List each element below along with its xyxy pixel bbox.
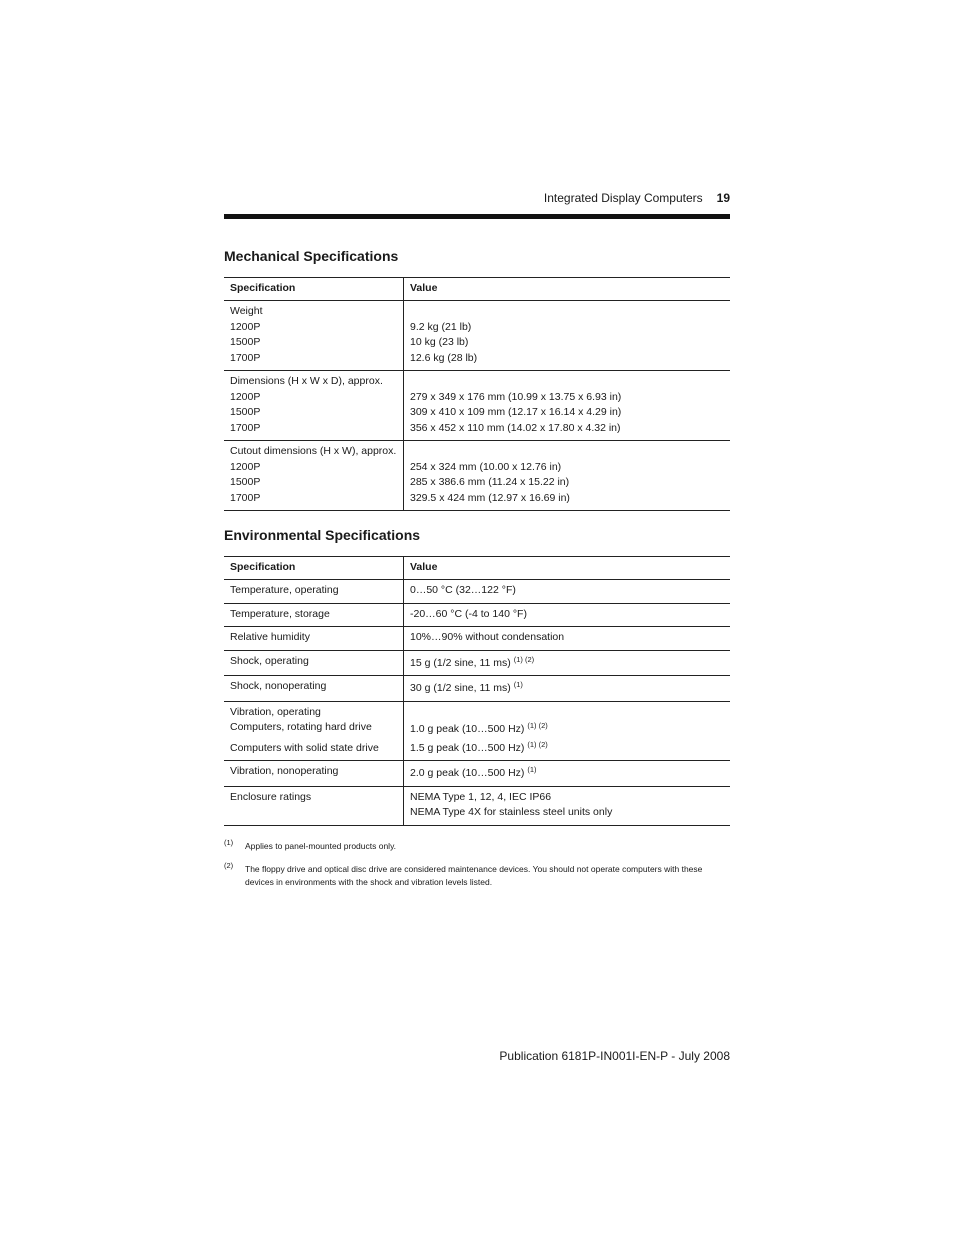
table-row <box>224 627 730 651</box>
footnotes <box>224 840 730 899</box>
table-row <box>224 301 730 371</box>
value-text: 356 x 452 x 110 mm (14.02 x 17.80 x 4.32 in) <box>410 421 621 434</box>
spec-label: 1200P <box>230 460 261 473</box>
footnote-text: Applies to panel-mounted products only. <box>245 841 397 851</box>
spec-label: Temperature, storage <box>224 603 404 627</box>
table-row <box>224 441 730 511</box>
value-text: NEMA Type 4X for stainless steel units only <box>410 806 613 818</box>
value-text: 279 x 349 x 176 mm (10.99 x 13.75 x 6.93 in) <box>410 390 622 403</box>
table-row <box>224 371 730 441</box>
mechanical-table <box>224 277 730 511</box>
header-rule <box>224 214 730 219</box>
table-row <box>224 580 730 604</box>
value-text: 1.5 g peak (10…500 Hz) <box>410 741 525 754</box>
spec-sublabel: Computers, rotating hard drive <box>230 721 372 733</box>
footnote-ref: (1) (2) <box>527 721 548 730</box>
value-cell <box>404 441 731 511</box>
running-header <box>224 191 730 211</box>
value-cell <box>404 371 731 441</box>
table-row <box>224 650 730 676</box>
value-text: 285 x 386.6 mm (11.24 x 15.22 in) <box>410 476 570 488</box>
value-text: 30 g (1/2 sine, 11 ms) <box>410 682 511 694</box>
value-cell <box>404 786 731 825</box>
spec-label: Vibration, operating <box>230 705 321 718</box>
header-title: Integrated Display Computers <box>543 191 703 205</box>
environmental-table <box>224 556 730 826</box>
spec-sublabel: Computers with solid state drive <box>230 741 379 754</box>
spec-label: Weight <box>230 305 263 317</box>
spec-cell <box>224 701 404 761</box>
spec-label: Dimensions (H x W x D), approx. <box>230 375 383 387</box>
value-text: 15 g (1/2 sine, 11 ms) <box>410 656 511 669</box>
publication-footer: Publication 6181P-IN001I-EN-P - July 2008 <box>499 1049 730 1063</box>
value-cell <box>404 650 731 676</box>
spec-label: Temperature, operating <box>224 580 404 604</box>
value-text: -20…60 °C (-4 to 140 °F) <box>404 603 731 627</box>
footnote <box>224 840 730 853</box>
value-text: 10%…90% without condensation <box>404 627 731 651</box>
footnote <box>224 863 730 889</box>
spec-label: 1500P <box>230 336 261 348</box>
spec-label: Shock, operating <box>224 650 404 676</box>
spec-label: 1200P <box>230 390 261 403</box>
value-text: 1.0 g peak (10…500 Hz) <box>410 723 525 735</box>
spec-label: 1700P <box>230 491 261 504</box>
mechanical-heading: Mechanical Specifications <box>224 248 399 264</box>
environmental-heading: Environmental Specifications <box>224 527 421 543</box>
value-cell <box>404 301 731 371</box>
table-header-row <box>224 278 730 301</box>
footnote-mark: (1) <box>224 838 234 847</box>
value-text: 309 x 410 x 109 mm (12.17 x 16.14 x 4.29 in) <box>410 406 622 418</box>
value-cell <box>404 761 731 787</box>
table-row <box>224 676 730 702</box>
footnote-ref: (1) (2) <box>527 739 548 749</box>
table-row <box>224 603 730 627</box>
value-text: 10 kg (23 lb) <box>410 336 469 348</box>
table-row <box>224 761 730 787</box>
spec-cell <box>224 371 404 441</box>
spec-label: Relative humidity <box>224 627 404 651</box>
table-row <box>224 701 730 761</box>
spec-label: Vibration, nonoperating <box>224 761 404 787</box>
table-header-row <box>224 557 730 580</box>
value-text: 9.2 kg (21 lb) <box>410 320 472 333</box>
page-number: 19 <box>716 191 730 205</box>
table-row <box>224 786 730 825</box>
value-text: NEMA Type 1, 12, 4, IEC IP66 <box>410 790 552 803</box>
value-cell <box>404 676 731 702</box>
column-header-value: Value <box>404 557 731 580</box>
spec-label: Shock, nonoperating <box>224 676 404 702</box>
value-text: 2.0 g peak (10…500 Hz) <box>410 767 525 779</box>
value-text: 0…50 °C (32…122 °F) <box>404 580 731 604</box>
spec-label: 1700P <box>230 421 261 434</box>
footnote-text: The floppy drive and optical disc drive are considered maintenance devices. You should not operate computers with these devices in environments with the shock and vibration levels listed. <box>245 864 703 887</box>
spec-cell <box>224 301 404 371</box>
value-text: 254 x 324 mm (10.00 x 12.76 in) <box>410 460 562 473</box>
footnote-mark: (2) <box>224 861 234 870</box>
spec-label: Cutout dimensions (H x W), approx. <box>230 445 397 457</box>
spec-label: 1500P <box>230 406 261 418</box>
spec-label: 1200P <box>230 320 261 333</box>
footnote-ref: (1) <box>527 765 537 774</box>
spec-label: Enclosure ratings <box>224 786 404 825</box>
spec-label: 1500P <box>230 476 261 488</box>
column-header-value: Value <box>404 278 731 301</box>
value-text: 329.5 x 424 mm (12.97 x 16.69 in) <box>410 491 570 504</box>
footnote-ref: (1) (2) <box>513 654 535 664</box>
value-text: 12.6 kg (28 lb) <box>410 351 478 364</box>
value-cell <box>404 701 731 761</box>
column-header-spec: Specification <box>224 557 404 580</box>
footnote-ref: (1) <box>513 680 523 689</box>
column-header-spec: Specification <box>224 278 404 301</box>
spec-cell <box>224 441 404 511</box>
spec-label: 1700P <box>230 351 261 364</box>
